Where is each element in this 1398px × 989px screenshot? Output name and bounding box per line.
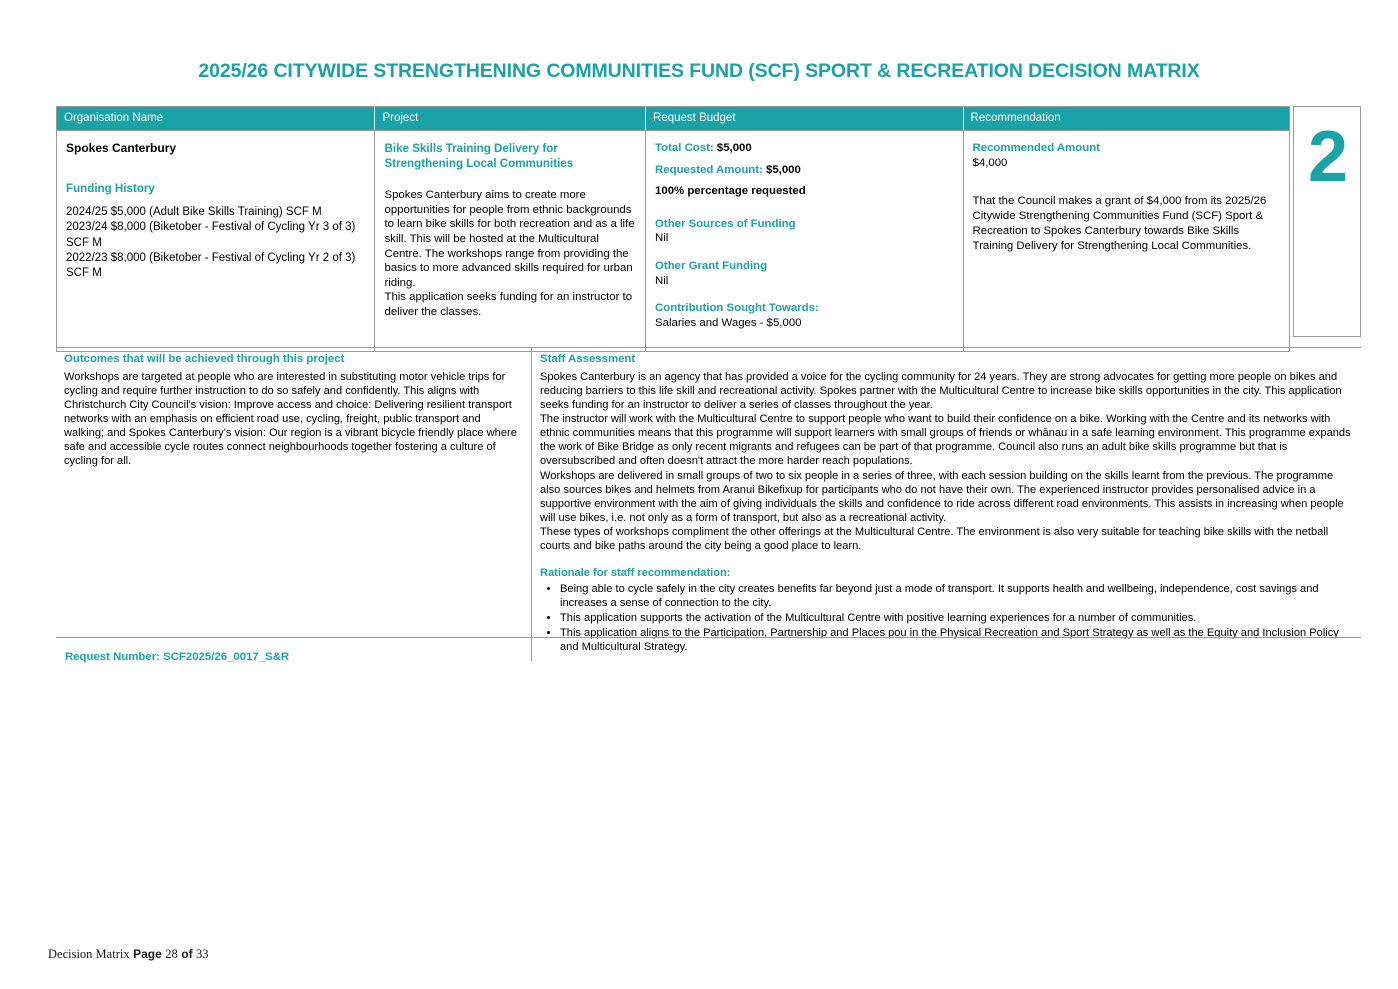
- footer-page-of: of: [181, 947, 193, 961]
- outcomes-panel: [56, 348, 532, 661]
- requested-amount-row: [655, 163, 953, 178]
- column-header-project: Project: [375, 107, 646, 130]
- column-header-recommendation: Recommendation: [970, 112, 1061, 124]
- footer-document-name: Decision Matrix: [48, 947, 130, 961]
- other-grant-value: Nil: [655, 274, 669, 287]
- table-row: [57, 130, 1289, 351]
- staff-assessment-paragraph: These types of workshops compliment the other offerings at the Multicultural Centre. The environment is also very suitable for teaching bike skills with the netball courts and bike paths around the city being a good place to learn.: [540, 525, 1329, 552]
- other-grant-block: [655, 259, 953, 288]
- other-grant-label: Other Grant Funding: [655, 259, 768, 272]
- funding-history-item: 2022/23 $8,000 (Biketober - Festival of Cycling Yr 2 of 3) SCF M: [66, 252, 356, 280]
- column-header-request-budget: Request Budget: [646, 107, 963, 130]
- outcomes-heading: Outcomes that will be achieved through this project: [64, 353, 345, 365]
- project-title: Bike Skills Training Delivery for Strengthening Local Communities: [384, 142, 574, 171]
- staff-assessment-text: [540, 370, 1355, 553]
- cell-request-budget: [646, 130, 963, 351]
- decision-matrix-table: [56, 106, 1290, 352]
- total-cost-row: [655, 141, 953, 156]
- priority-number-panel: [1293, 106, 1361, 337]
- footer-page-label: Page: [133, 947, 162, 961]
- footer-page-current: 28: [165, 947, 178, 961]
- project-description-p1: Spokes Canterbury aims to create more opportunities for people from ethnic backgrounds to learn bike skills for both recreation and as a life skill. This will be hosted at the Multicultural Centre. The workshops range from providing the basics to more advanced skills required for urban riding.: [384, 189, 635, 289]
- rationale-heading: Rationale for staff recommendation:: [540, 567, 731, 580]
- staff-assessment-paragraph: Workshops are delivered in small groups of two to six people in a series of three, with each session building on the skills learnt from the previous. The programme also sources bikes and helmets from Aranui Bikefixup for participants who do not have their own. The experienced instructor provides personalised advice in a supportive environment with the aim of giving individuals the skills and confidence to ride across different road environments. This assists in increasing when people will use bikes, i.e. not only as a form of transport, but also as a recreational activity.: [540, 469, 1344, 524]
- recommended-amount-value: $4,000: [972, 156, 1008, 169]
- total-cost-value: $5,000: [716, 142, 752, 154]
- assessment-section: [56, 347, 1361, 661]
- recommended-amount-label: Recommended Amount: [972, 142, 1100, 154]
- other-sources-value: Nil: [655, 232, 669, 245]
- cell-project: [375, 130, 646, 351]
- request-number-label: Request Number:: [65, 651, 160, 663]
- list-item: • Being able to cycle safely in the city creates benefits far beyond just a mode of transport. It supports health and wellbeing, independence, cost savings and increases a sense of connection to the city.: [560, 582, 1355, 610]
- page-title: 2025/26 CITYWIDE STRENGTHENING COMMUNITIES FUND (SCF) SPORT & RECREATION DECISION MATRIX: [198, 60, 1200, 82]
- page-footer: [48, 947, 209, 962]
- priority-number: 2: [1307, 117, 1349, 197]
- request-number: [65, 651, 289, 663]
- staff-assessment-paragraph: The instructor will work with the Multicultural Centre to support people who want to build their confidence on a bike. Working with the Centre and its networks with ethnic communities means that this programme will support learners with small groups of friends or whānau in a safe learning environment. This programme expands the work of Bike Bridge as only recent migrants and refugees can be part of that programme. Council also runs an adult bike skills programme but that is oversubscribed and often doesn't attract the more harder reach populations.: [540, 413, 1351, 468]
- list-item: • This application supports the activation of the Multicultural Centre with positive learning experiences for a number of communities.: [560, 611, 1355, 625]
- funding-history-item: 2024/25 $5,000 (Adult Bike Skills Training) SCF M: [66, 206, 322, 219]
- request-number-value: SCF2025/26_0017_S&R: [163, 651, 290, 663]
- other-sources-block: [655, 217, 953, 246]
- table-header-row: [57, 107, 1289, 130]
- project-description-p2: This application seeks funding for an instructor to deliver the classes.: [384, 291, 633, 318]
- rationale-bullet-list: [540, 582, 1355, 654]
- cell-organisation: [57, 130, 375, 351]
- cell-recommendation: [964, 130, 1289, 351]
- funding-history-list: [66, 205, 365, 281]
- staff-assessment-heading: Staff Assessment: [540, 353, 636, 365]
- organisation-name: Spokes Canterbury: [66, 141, 177, 155]
- section-divider: [56, 637, 1361, 638]
- total-cost-label: Total Cost:: [655, 142, 714, 154]
- staff-assessment-panel: [532, 348, 1361, 661]
- requested-amount-value: $5,000: [766, 163, 801, 176]
- contribution-value: Salaries and Wages - $5,000: [655, 316, 802, 329]
- percentage-requested: 100% percentage requested: [655, 185, 806, 198]
- staff-assessment-paragraph: Spokes Canterbury is an agency that has provided a voice for the cycling community for 24 years. They are strong advocates for getting more people on bikes and reducing barriers to this life skill and recreational activity. Spokes partner with the Multicultural Centre to increase bike skills opportunities in the city. This application seeks funding for an instructor to deliver a series of classes throughout the year.: [540, 371, 1342, 412]
- project-description: [384, 188, 636, 319]
- outcomes-text: Workshops are targeted at people who are interested in substituting motor vehicle trips for cycling and require further instruction to do so safely and confidently. This aligns with Christchurch City Council's vision: Improve access and choice: Delivering resilient transport networks with an emphasis on efficient road use, cycling, freight, public transport and walking; and Spokes Canterbury's vision: Our region is a vibrant bicycle friendly place where safe and accessible cycle routes connect neighbourhoods together fostering a culture of cycling for all.: [64, 371, 517, 468]
- funding-history-item: 2023/24 $8,000 (Biketober - Festival of Cycling Yr 3 of 3) SCF M: [66, 221, 356, 249]
- list-item: • This application aligns to the Participation, Partnership and Places pou in the Physical Recreation and Sport Strategy as well as the Equity and Inclusion Policy and Multicultural Strategy.: [560, 626, 1355, 654]
- footer-page-total: 33: [196, 947, 209, 961]
- contribution-block: [655, 301, 953, 330]
- column-header-organisation: Organisation Name: [57, 107, 375, 130]
- funding-history-label: Funding History: [66, 182, 155, 196]
- other-sources-label: Other Sources of Funding: [655, 217, 796, 230]
- recommendation-text: That the Council makes a grant of $4,000 from its 2025/26 Citywide Strengthening Communities Fund (SCF) Sport & Recreation to Spokes Canterbury towards Bike Skills Training Delivery for Strengthening Local Communities.: [972, 195, 1267, 252]
- contribution-label: Contribution Sought Towards:: [655, 302, 819, 315]
- requested-amount-label: Requested Amount:: [655, 163, 763, 176]
